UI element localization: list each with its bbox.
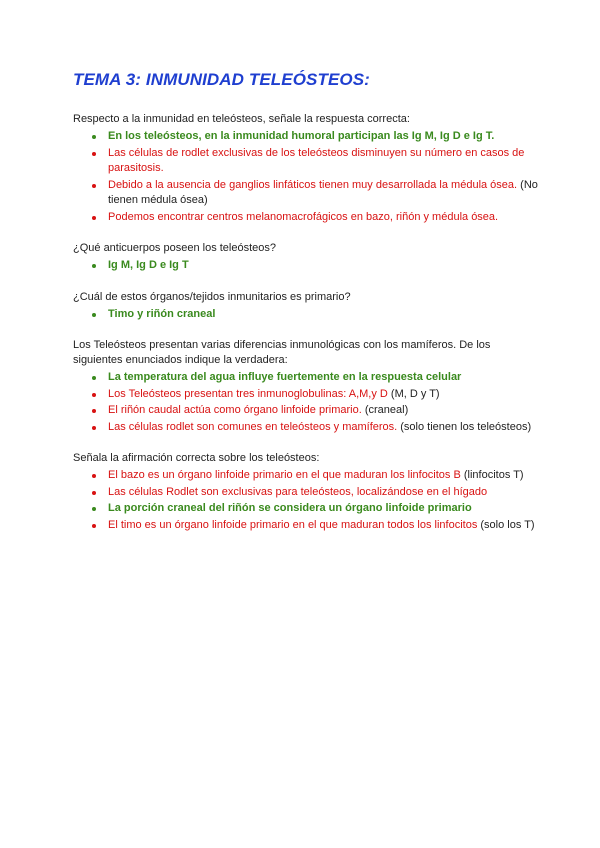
question-text: ¿Qué anticuerpos poseen los teleósteos? [73,242,277,254]
answer-text: En los teleósteos, en la inmunidad humoral participan las Ig M, Ig D e Ig T. [108,130,495,142]
answer-text: El bazo es un órgano linfoide primario en el que maduran los linfocitos B [108,469,461,481]
answer-correct [108,501,540,517]
answer-incorrect [108,485,540,501]
answer-incorrect [108,210,540,226]
question-text: Los Teleósteos presentan varias diferencias inmunológicas con los mamíferos. De los siguientes enunciados indique la verdadera: [73,339,491,366]
question-list [73,112,540,533]
answer-text: El riñón caudal actúa como órgano linfoide primario. [108,404,362,416]
answer-text: La temperatura del agua influye fuertemente en la respuesta celular [108,371,462,383]
answer-text: El timo es un órgano linfoide primario en el que maduran todos los linfocitos [108,518,478,531]
answer-text: Las células rodlet son comunes en teleósteos y mamíferos. [108,420,398,433]
answer-correct [108,370,540,386]
answer-list [73,468,540,533]
answer-note: (No tienen médula ósea) [108,178,538,206]
page-title: TEMA 3: INMUNIDAD TELEÓSTEOS: [73,70,370,89]
answer-correct [108,129,540,145]
answer-incorrect [108,403,540,419]
answer-correct [108,307,540,323]
answer-text: La porción craneal del riñón se considera un órgano linfoide primario [108,502,472,514]
answer-list [73,258,540,274]
answer-list [73,307,540,323]
answer-incorrect [108,468,540,484]
answer-note: (M, D y T) [387,387,440,400]
question-text: Respecto a la inmunidad en teleósteos, señale la respuesta correcta: [73,113,410,125]
question-block [73,451,540,533]
question-block [73,338,540,435]
answer-incorrect [108,387,540,403]
answer-text: Podemos encontrar centros melanomacrofágicos en bazo, riñón y médula ósea. [108,210,499,223]
question-block [73,241,540,274]
answer-list [73,129,540,225]
answer-incorrect [108,178,540,209]
answer-correct [108,258,540,274]
question-text: ¿Cuál de estos órganos/tejidos inmunitarios es primario? [73,290,351,303]
answer-note: (craneal) [361,404,409,416]
question-block [73,290,540,323]
answer-text: Los Teleósteos presentan tres inmunoglobulinas: A,M,y D [108,387,388,400]
answer-note: (linfocitos T) [460,469,524,481]
answer-incorrect [108,420,540,436]
answer-text: Las células de rodlet exclusivas de los teleósteos disminuyen su número en casos de parasitosis. [108,146,525,174]
answer-note: (solo los T) [477,518,535,531]
question-block [73,112,540,225]
answer-text: Debido a la ausencia de ganglios linfáticos tienen muy desarrollada la médula ósea. [108,178,518,191]
answer-text: Ig M, Ig D e Ig T [108,259,189,271]
question-text: Señala la afirmación correcta sobre los teleósteos: [73,452,320,464]
answer-incorrect [108,146,540,177]
answer-list [73,370,540,435]
answer-text: Timo y riñón craneal [108,307,216,320]
answer-incorrect [108,518,540,534]
answer-text: Las células Rodlet son exclusivas para teleósteos, localizándose en el hígado [108,485,488,498]
answer-note: (solo tienen los teleósteos) [397,420,532,433]
